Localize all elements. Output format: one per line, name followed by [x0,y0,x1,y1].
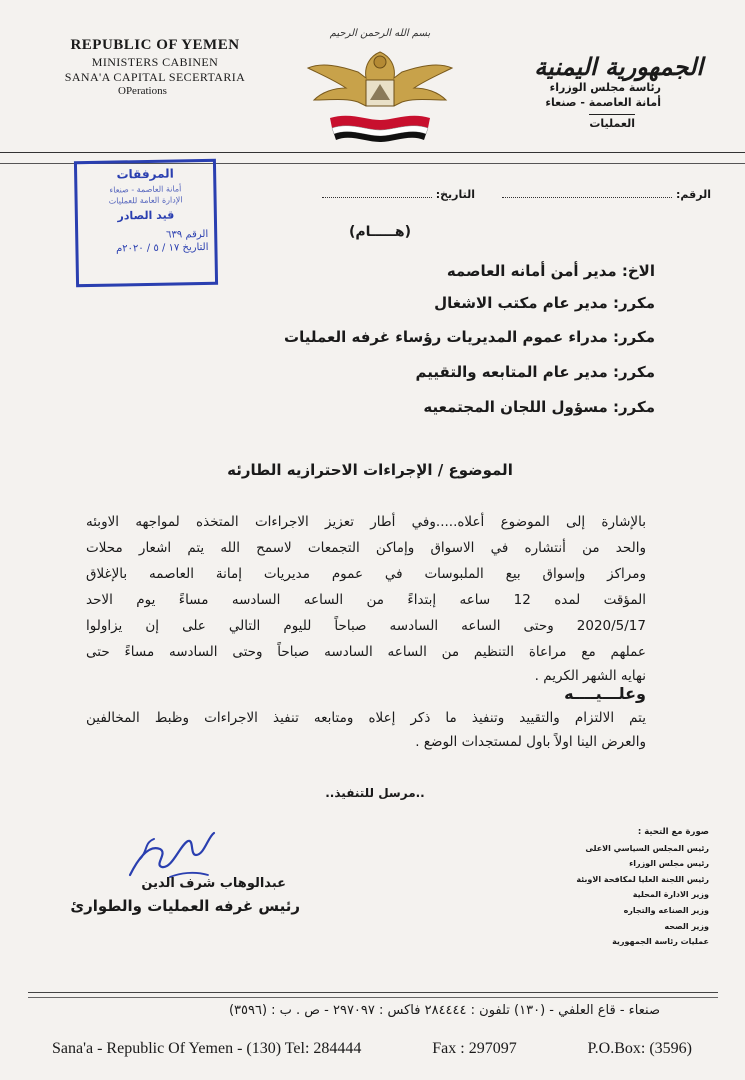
cc-list [509,824,709,950]
urgent-label: (هـــــام) [349,224,411,240]
english-letterhead [40,36,270,99]
stamp-line-1: أمانة العاصمة - صنعاء [109,184,182,195]
body-line: 2020/5/17 وحتى الساعه السادسه صباحاً لليوم التالي على إن يزاولوا [86,618,646,634]
stamp-line-3: قيد الصادر [117,208,175,223]
ref-date-field [322,188,475,201]
cc-item: وزير الادارة المحلية [632,890,709,900]
subject-line: الموضوع / الإجراءات الاحترازيه الطارئه [227,461,513,479]
body-line: ومراكز وإسواق بيع الملبوسات في عموم مديريات إمانة العاصمه بالإغلاق [86,566,646,582]
footer-fax: Fax : 297097 [432,1040,517,1057]
stamp-title: المرفقات [116,166,174,182]
ref-date-label: التاريخ: [435,188,475,201]
signatory-name: عبدالوهاب شرف الدين [141,876,286,891]
addressee-line: مكرر: مدير عام مكتب الاشغال [434,294,655,312]
cc-item: عمليات رئاسة الجمهورية [612,937,709,947]
addressee-line: مكرر: مسؤول اللجان المجتمعيه [423,398,655,416]
stamp-number: الرقم ٦٣٩ [166,228,209,241]
sent-for-execution-label: ..مرسل للتنفيذ.. [325,786,425,800]
body-line: نهايه الشهر الكريم . [534,668,646,684]
body-line: يتم الالتزام والتقييد وتنفيذ ما ذكر إعلاه ومتابعه تنفيذ الاجراءات وظبط المخالفين [86,710,646,726]
country-name-ar: الجمهورية اليمنية [534,52,703,81]
body-line: والحد من أنتشاره في الاسواق وإماكن التجمعات لاسمح الله يتم اشعار محلات [86,540,646,556]
cc-item: رئيس اللجنة العليا لمكافحة الاوبئة [576,874,709,884]
cc-item: وزير الصناعه والتجاره [623,905,709,915]
arabic-letterhead [495,52,715,130]
footer-address-tel: Sana'a - Republic Of Yemen - (130) Tel: 284444 [52,1040,362,1057]
addressee-line: مكرر: مدير عام المتابعه والتقييم [415,363,655,381]
body-line: والعرض الينا اولاً باول لمستجدات الوضع . [415,734,646,750]
signatory-block [50,876,300,915]
outgoing-register-stamp [74,159,218,287]
footer-address-en [52,1040,692,1058]
country-name-en: REPUBLIC OF YEMEN [70,37,240,53]
header-divider [0,152,745,153]
cabinet-name-ar: رئاسة مجلس الوزراء [549,81,661,94]
addressee-line: الاخ: مدير أمن أمانه العاصمه [446,262,655,280]
cc-item: رئيس مجلس الوزراء [629,859,709,869]
cc-title: صورة مع التحية : [637,827,709,837]
secretariat-name-ar: أمانة العاصمة - صنعاء [545,95,661,109]
department-name-ar: العمليات [589,114,635,130]
basmala-text: بسم الله الرحمن الرحيم [329,28,431,39]
body-line: بالإشارة إلى الموضوع أعلاه.....وفي أطار تعزيز الاجراءات المتخذه لمواجهه الاوبئه [86,514,646,530]
footer-divider-thin [28,997,718,998]
footer-pobox: P.O.Box: (3596) [587,1040,692,1057]
stamp-date: التاريخ ١٧ / ٥ / ٢٠٢٠م [115,241,209,255]
ref-number-field [502,188,711,201]
stamp-line-2: الإدارة العامة للعمليات [108,195,183,206]
wa-alayh-label: وعلـــيــــه [564,684,646,703]
addressee-line: مكرر: مدراء عموم المديريات رؤساء غرفه العمليات [284,328,655,346]
body-line: المؤقت لمده 12 ساعه إبتداءً من الساعه السادسه مساءً يوم الاحد [86,592,646,608]
footer-divider [28,992,718,993]
cabinet-name-en: MINISTERS CABINEN [91,54,219,69]
body-line: عملهم مع مراعاة التنظيم من الساعه السادسه صباحاً وحتى السادسه مساءً حتى [86,644,646,660]
department-name-en: OPerations [118,84,167,97]
signatory-title: رئيس غرفه العمليات والطوارئ [70,897,300,915]
footer-address-ar: صنعاء - قاع العلفي - (١٣٠) تلفون : ٢٨٤٤٤٤ فاكس : ٢٩٧٠٩٧ - ص . ب : (٣٥٩٦) [228,1003,660,1018]
secretariat-name-en: SANA'A CAPITAL SECERTARIA [64,69,246,84]
yemen-emblem-icon [300,22,460,144]
cc-item: وزير الصحه [664,921,709,931]
ref-number-label: الرقم: [676,188,711,201]
cc-item: رئيس المجلس السياسي الاعلى [585,843,709,853]
